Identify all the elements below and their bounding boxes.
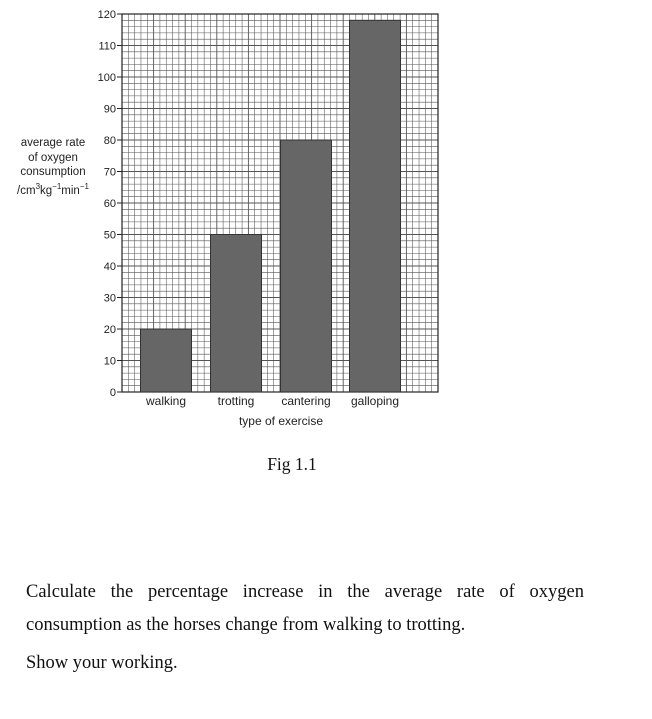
y-axis-label-line3: consumption	[20, 166, 86, 178]
y-tick-label: 20	[103, 324, 116, 336]
x-tick-label-cantering: cantering	[281, 394, 331, 408]
y-axis-unit: $/cm^3kg^{-1}\min^{-1}$	[17, 181, 89, 197]
y-tick-label: 50	[103, 229, 116, 242]
question-text: Calculate the percentage increase in the average rate of oxygen consumption as the horses change from walking to trotting.	[26, 582, 584, 635]
bar-walking	[141, 329, 192, 392]
y-tick-label: 80	[103, 135, 116, 147]
x-axis-label: type of exercise	[238, 414, 324, 428]
bar-trotting	[211, 235, 262, 393]
x-tick-label-galloping: galloping	[350, 394, 400, 408]
y-tick-label: 120	[97, 9, 116, 21]
y-tick-label: 10	[103, 355, 116, 368]
y-tick-label: 0	[109, 387, 116, 399]
bar-cantering	[281, 140, 332, 392]
y-tick-label: 100	[97, 72, 116, 84]
y-tick-label: 30	[103, 292, 116, 305]
bar-galloping	[350, 20, 401, 392]
y-axis-label	[6, 136, 100, 198]
x-tick-label-trotting: trotting	[217, 394, 255, 408]
x-tick-label-walking: walking	[145, 394, 187, 408]
instruction-text: Show your working.	[26, 653, 178, 673]
y-tick-label: 60	[103, 198, 116, 210]
y-tick-label: 110	[98, 40, 116, 53]
bars	[141, 20, 401, 392]
y-tick-label: 40	[103, 261, 116, 273]
y-axis-label-line2: of oxygen	[28, 151, 78, 164]
figure-caption: Fig 1.1	[267, 454, 317, 474]
y-tick-label: 90	[103, 103, 116, 116]
y-axis-label-line1: average rate	[20, 137, 86, 149]
x-axis-categories	[145, 394, 399, 408]
y-tick-label: 70	[103, 166, 116, 179]
y-axis	[98, 9, 122, 399]
